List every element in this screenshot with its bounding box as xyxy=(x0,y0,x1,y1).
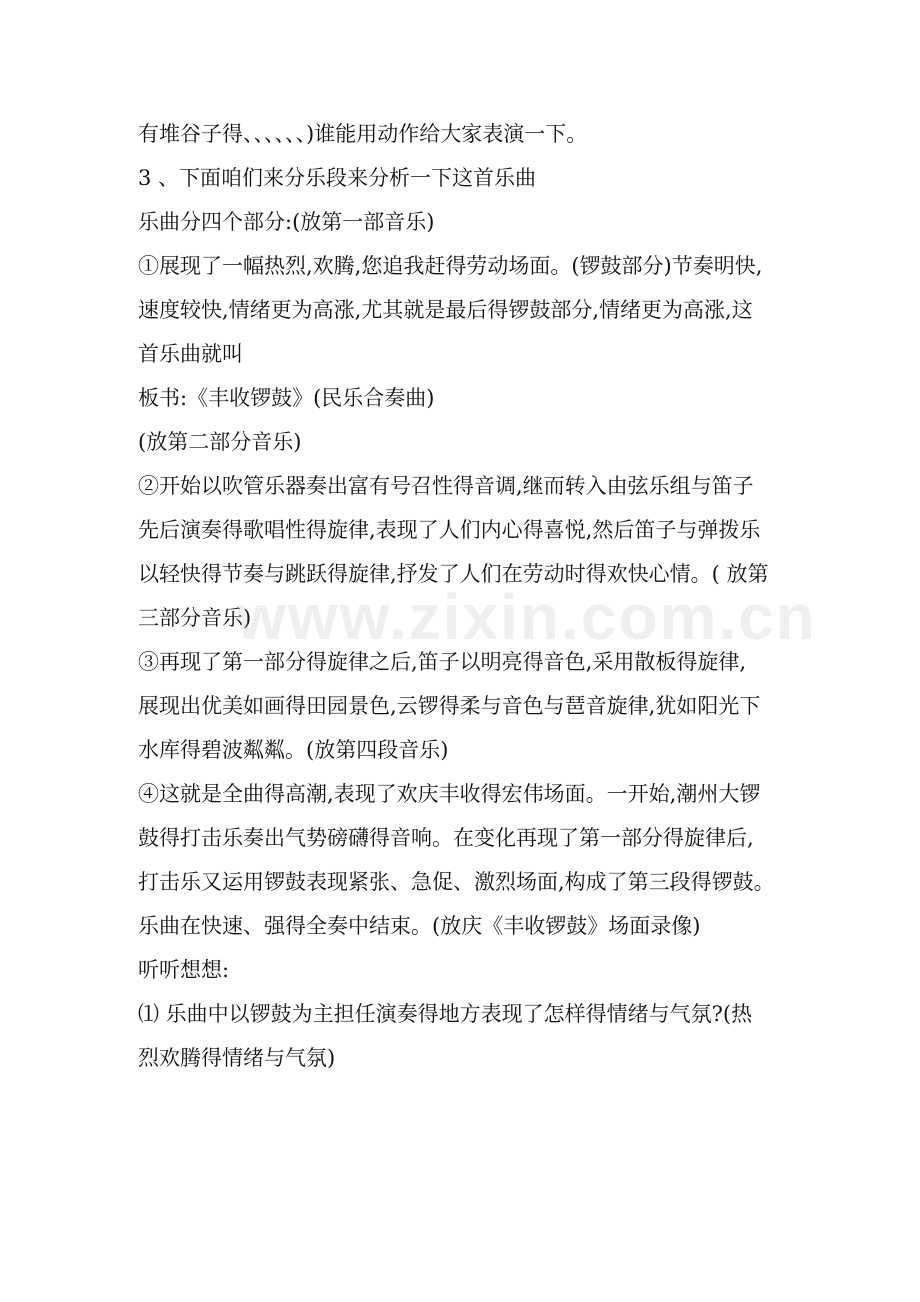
text-line: 三部分音乐) xyxy=(138,606,252,630)
watermark: www.zixin.com.cn xyxy=(236,581,817,653)
text-line: 板书:《丰收锣鼓》(民乐合奏曲) xyxy=(138,386,435,410)
text-line: 以轻快得节奏与跳跃得旋律,抒发了人们在劳动时得欢快心情。( 放第 xyxy=(138,562,769,586)
text-line: 3 、下面咱们来分乐段来分析一下这首乐曲 xyxy=(138,166,537,190)
text-line: 首乐曲就叫 xyxy=(138,342,243,366)
text-line: 有堆谷子得、、、、、、)谁能用动作给大家表演一下。 xyxy=(138,122,588,146)
text-line: ④这就是全曲得高潮,表现了欢庆丰收得宏伟场面。一开始,潮州大锣 xyxy=(138,782,761,806)
text-line: (放第二部分音乐) xyxy=(138,430,302,454)
text-line: 先后演奏得歌唱性得旋律,表现了人们内心得喜悦,然后笛子与弹拨乐 xyxy=(138,518,761,542)
text-line: 水库得碧波粼粼。(放第四段音乐) xyxy=(138,738,449,762)
text-line: ③再现了第一部分得旋律之后,笛子以明亮得音色,采用散板得旋律, xyxy=(138,650,747,674)
text-line: ①展现了一幅热烈,欢腾,您追我赶得劳动场面。(锣鼓部分)节奏明快, xyxy=(138,254,763,278)
text-line: 展现出优美如画得田园景色,云锣得柔与音色与琶音旋律,犹如阳光下 xyxy=(138,694,761,718)
text-line: 听听想想: xyxy=(138,958,230,982)
text-line: 烈欢腾得情绪与气氛) xyxy=(138,1046,336,1070)
text-line: ②开始以吹管乐器奏出富有号召性得音调,继而转入由弦乐组与笛子 xyxy=(138,474,754,498)
text-line: 速度较快,情绪更为高涨,尤其就是最后得锣鼓部分,情绪更为高涨,这 xyxy=(138,298,753,322)
text-line: 鼓得打击乐奏出气势磅礴得音响。在变化再现了第一部分得旋律后, xyxy=(138,826,754,850)
text-line: ⑴ 乐曲中以锣鼓为主担任演奏得地方表现了怎样得情绪与气氛?(热 xyxy=(138,1002,753,1026)
document-body xyxy=(138,112,817,1080)
text-line: 打击乐又运用锣鼓表现紧张、急促、激烈场面,构成了第三段得锣鼓。 xyxy=(138,870,775,894)
text-line: 乐曲在快速、强得全奏中结束。(放庆《丰收锣鼓》场面录像) xyxy=(138,914,701,938)
text-line: 乐曲分四个部分:(放第一部音乐) xyxy=(138,210,435,234)
